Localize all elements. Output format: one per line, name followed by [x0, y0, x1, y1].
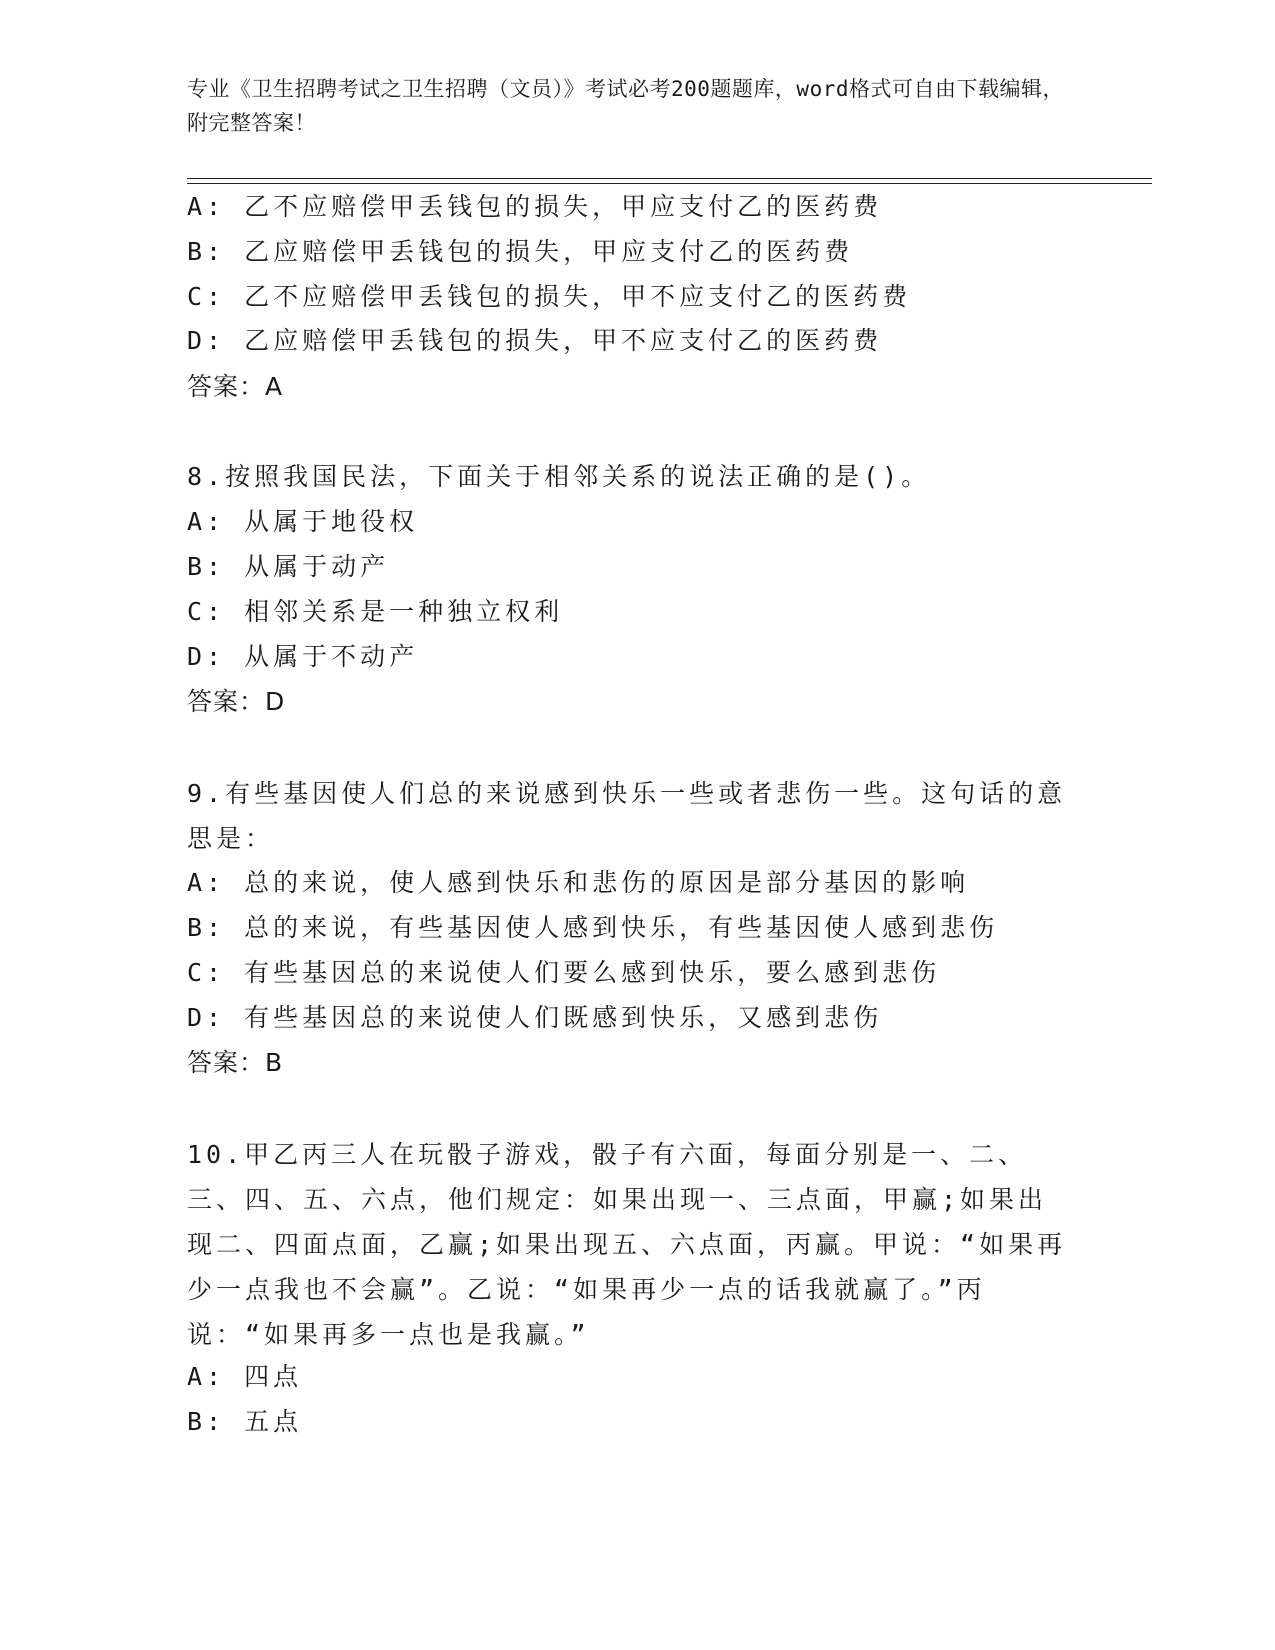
q10-option-a: A: 四点: [187, 1362, 303, 1391]
q9-option-d: D: 有些基因总的来说使人们既感到快乐，又感到悲伤: [187, 1003, 883, 1032]
q7-option-a: A: 乙不应赔偿甲丢钱包的损失，甲应支付乙的医药费: [187, 192, 883, 221]
q8-option-b: B: 从属于动产: [187, 552, 390, 581]
q9-answer: 答案：B: [187, 1048, 284, 1077]
q10-option-b: B: 五点: [187, 1407, 303, 1436]
q7-answer: 答案：A: [187, 372, 284, 401]
q9-option-a: A: 总的来说，使人感到快乐和悲伤的原因是部分基因的影响: [187, 868, 970, 897]
q8-option-c: C: 相邻关系是一种独立权利: [187, 597, 564, 626]
q9-option-c: C: 有些基因总的来说使人们要么感到快乐，要么感到悲伤: [187, 958, 941, 987]
document-header: 专业《卫生招聘考试之卫生招聘（文员）》考试必考200题题库，word格式可自由下载编辑，附完整答案！: [187, 77, 1064, 135]
q9-question: 9.有些基因使人们总的来说感到快乐一些或者悲伤一些。这句话的意思是：: [187, 779, 1067, 853]
q8-option-a: A: 从属于地役权: [187, 507, 419, 536]
header-rule-top: [187, 178, 1152, 179]
q7-option-c: C: 乙不应赔偿甲丢钱包的损失，甲不应支付乙的医药费: [187, 282, 912, 311]
header-rule-bottom: [187, 183, 1152, 184]
q7-option-b: B: 乙应赔偿甲丢钱包的损失，甲应支付乙的医药费: [187, 237, 854, 266]
q8-question: 8.按照我国民法，下面关于相邻关系的说法正确的是()。: [187, 462, 931, 491]
q8-option-d: D: 从属于不动产: [187, 642, 419, 671]
q10-question: 10.甲乙丙三人在玩骰子游戏，骰子有六面，每面分别是一、二、三、四、五、六点，他们规定：如果出现一、三点面，甲赢;如果出现二、四面点面，乙赢;如果出现五、六点面，丙赢。甲说：“如果再少一点我也不会赢”。乙说：“如果再少一点的话我就赢了。”丙说：“如果再多一点也是我赢。”: [187, 1140, 1067, 1349]
q9-option-b: B: 总的来说，有些基因使人感到快乐，有些基因使人感到悲伤: [187, 913, 999, 942]
q7-option-d: D: 乙应赔偿甲丢钱包的损失，甲不应支付乙的医药费: [187, 326, 883, 355]
q8-answer: 答案：D: [187, 687, 286, 716]
